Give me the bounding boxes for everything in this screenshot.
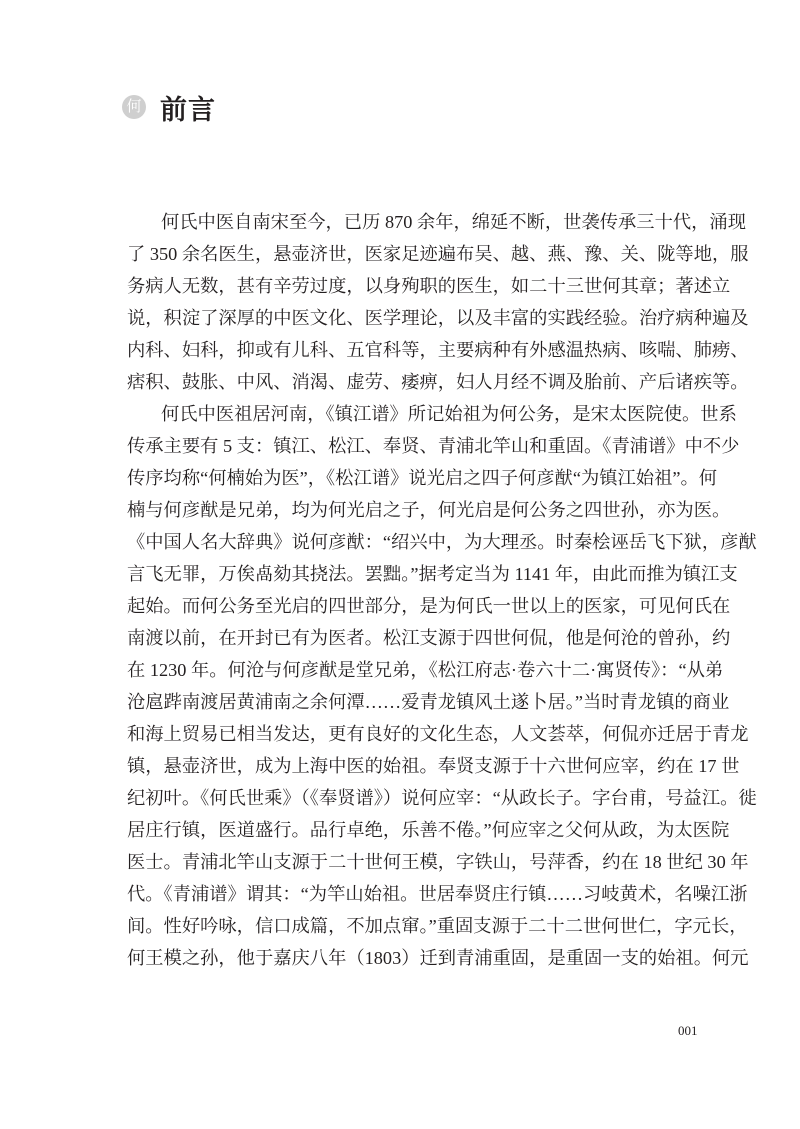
text-line: 何氏中医祖居河南，《镇江谱》所记始祖为何公务，是宋太医院使。世系: [161, 404, 737, 424]
text-line: 了 350 余名医生，悬壶济世，医家足迹遍布吴、越、燕、豫、关、陇等地，服: [127, 244, 749, 264]
text-line: 何王模之孙，他于嘉庆八年（1803）迁到青浦重固，是重固一支的始祖。何元: [127, 948, 749, 968]
text-line: 《中国人名大辞典》说何彦猷：“绍兴中，为大理丞。时秦桧诬岳飞下狱，彦猷: [127, 532, 757, 552]
paragraph: [127, 206, 749, 398]
paragraph: [127, 398, 757, 974]
text-line: 务病人无数，甚有辛劳过度，以身殉职的医生，如二十三世何其章；著述立: [127, 276, 731, 296]
text-line: 医士。青浦北竿山支源于二十世何王模，字铁山，号萍香，约在 18 世纪 30 年: [127, 852, 749, 872]
text-line: 代。《青浦谱》谓其：“为竿山始祖。世居奉贤庄行镇……习岐黄术，名噪江浙: [127, 884, 748, 904]
text-line: 何氏中医自南宋至今，已历 870 余年，绵延不断，世袭传承三十代，涌现: [161, 212, 746, 232]
text-line: 传承主要有 5 支：镇江、松江、奉贤、青浦北竿山和重固。《青浦谱》中不少: [127, 436, 740, 456]
text-line: 内科、妇科，抑或有儿科、五官科等，主要病种有外感温热病、咳喘、肺痨、: [127, 340, 749, 360]
text-line: 起始。而何公务至光启的四世部分，是为何氏一世以上的医家，可见何氏在: [127, 596, 731, 616]
text-line: 南渡以前，在开封已有为医者。松江支源于四世何侃，他是何沧的曾孙，约: [127, 628, 731, 648]
text-line: 楠与何彦猷是兄弟，均为何光启之子，何光启是何公务之四世孙，亦为医。: [127, 500, 731, 520]
text-line: 说，积淀了深厚的中医文化、医学理论，以及丰富的实践经验。治疗病种遍及: [127, 308, 749, 328]
text-line: 传序均称“何楠始为医”，《松江谱》说光启之四子何彦猷“为镇江始祖”。何: [127, 468, 718, 488]
text-line: 居庄行镇，医道盛行。品行卓绝，乐善不倦。”何应宰之父何从政，为太医院: [127, 820, 730, 840]
text-line: 在 1230 年。何沧与何彦猷是堂兄弟，《松江府志·卷六十二·寓贤传》：“从弟: [127, 660, 724, 680]
text-line: 言飞无罪，万俟卨劾其挠法。罢黜。”据考定当为 1141 年，由此而推为镇江支: [127, 564, 738, 584]
text-line: 痞积、鼓胀、中风、消渴、虚劳、痿痹，妇人月经不调及胎前、产后诸疾等。: [127, 372, 749, 392]
family-seal-logo-icon: 何: [122, 95, 146, 119]
text-line: 和海上贸易已相当发达，更有良好的文化生态，人文荟萃，何侃亦迁居于青龙: [127, 724, 749, 744]
text-line: 间。性好吟咏，信口成篇，不加点窜。”重固支源于二十二世何世仁，字元长，: [127, 916, 748, 936]
text-line: 纪初叶。《何氏世乘》（《奉贤谱》）说何应宰：“从政长子。字台甫，号益江。徙: [127, 788, 757, 808]
page-number: 001: [678, 1023, 698, 1038]
text-line: 镇，悬壶济世，成为上海中医的始祖。奉贤支源于十六世何应宰，约在 17 世: [127, 756, 740, 776]
page-title: 前言: [160, 95, 216, 125]
preface-body: [127, 206, 757, 974]
text-line: 沧扈跸南渡居黄浦南之余何潭……爱青龙镇风土遂卜居。”当时青龙镇的商业: [127, 692, 730, 712]
